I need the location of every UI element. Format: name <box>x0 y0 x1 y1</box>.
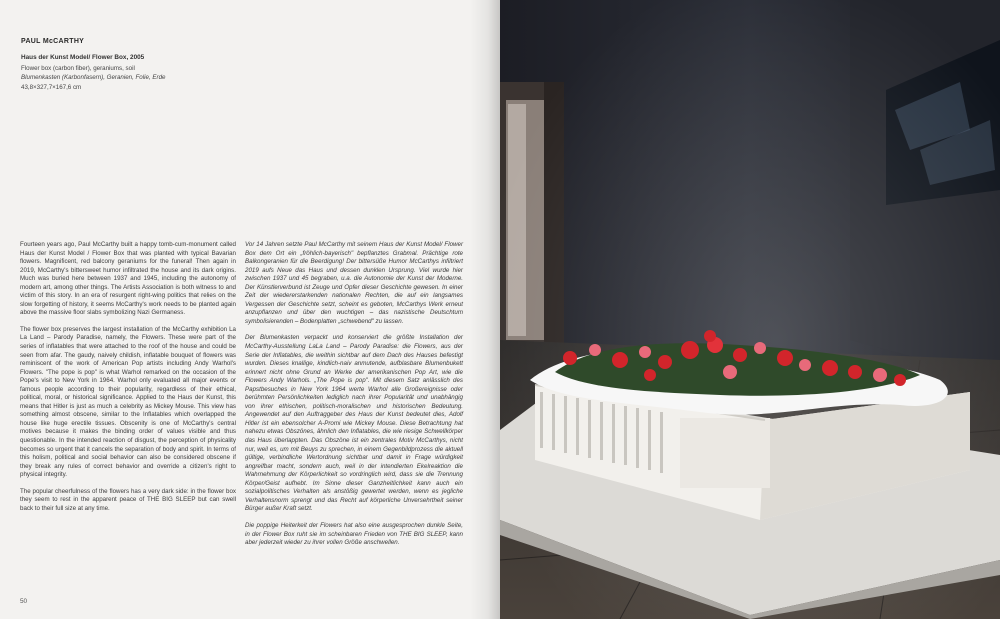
materials-en: Flower box (carbon fiber), geraniums, soil <box>21 65 135 72</box>
german-paragraph: Die poppige Heiterkeit der Flowers hat also eine ausgesprochen dunkle Seite, in der Flower Box ruht sie im scheinbaren Frieden von THE BIG SLEEP, kann aber jederzeit wieder zu ihrer vollen Größe anschwellen. <box>245 521 463 547</box>
german-paragraph: Vor 14 Jahren setzte Paul McCarthy mit seinem Haus der Kunst Model/ Flower Box dem Ort ein „fröhlich-bayerisch" bepflanztes Grabmal. Prächtige rote Balkongeranien für die Beerdigung! Der bittersüße Humor McCarthys infiltriert 2019 aufs Neue das Haus und dessen dunklen Ursprung. Viel wurde hier zwischen 1937 und 45 begraben, u.a. die Autonomie der Kunst der Moderne. Der Künstlerverbund ist Zeuge und Opfer dieser Geschichte gewesen. In einer Zeit der wiedererstarkenden nationalen Rechten, die auf ein langsames Vergessen der Geschichte setzt, scheint es geboten, McCarthys Werk erneut anzupflanzen und über den wuchtigen – das nazistische Deutschtum symbolisierenden – Bodenplatten „schwebend" zu lassen. <box>245 241 463 325</box>
english-text-column <box>20 241 236 521</box>
english-paragraph: Fourteen years ago, Paul McCarthy built a happy tomb-cum-monument called Haus der Kunst Model / Flower Box that was planted with typical Bavarian flowers. Magnificent, red balcony geraniums for the funeral! Then again in 2019, McCarthy's bittersweet humor infiltrated the house and its dark origins. Much was buried here between 1937 and 1945, including the autonomy of modern art, among other things. The Artists Association is both witness to and victim of this story. In an era of resurgent right-wing politics that relies on the slow forgetting of history, it seems McCarthy's work needs to be planted again above the massive floor slabs symbolizing Nazi Germaness. <box>20 241 236 317</box>
german-paragraph: Der Blumenkasten verpackt und konserviert die größte Installation der McCarthy-Ausstellung LaLa Land – Parody Paradise: die Flowers, aus der Serie der Inflatables, die weithin sichtbar auf dem Dach des Hauses befestigt wurden. Dieses knallige, kindlich-naiv anmutende, aufblasbare Blumenbukett erinnert nicht ohne Grund an Werke der amerikanischen Pop Art, wie die Flowers Andy Warhols. „The Pope is pop". Mit diesem Satz anlässlich des Papstbesuches in New York 1964 werte Warhol alle Großereignisse oder berühmten Persönlichkeiten lediglich nach ihrer Popularität und unabhängig von ihrer ethischen, politisch-moralischen und historischen Bedeutung. Angewendet auf den Auftraggeber des Haus der Kunst bedeutet dies, Adolf Hitler ist ein ebensolcher A-Promi wie Mickey Mouse. Diese Betrachtung hat nahezu etwas Obszönes, ähnlich den Inflatables, die wie riesige Schwellkörper das Haus überlappten. Das Obszöne ist ein zentrales Motiv McCarthys, nicht nur, weil es, um mit Beuys zu sprechen, in einem Gegenbildprozess die aktuell gültige, verbindliche Wertordnung sichtbar und damit in Frage würdigkeit angreifbar macht, sondern auch, weil in der intendierten Ekelreaktion die Wahrnehmung der Körperlichkeit so vordringlich wird, dass sie die Trennung Körper/Geist aufhebt. Im Sinne dieser Ganzheitlichkeit kann auch ein sozialpolitisches Verhalten als anstößig gewertet werden, wenn es jegliche Verhaltensnorm sprengt und das Recht auf körperliche Unversehrtheit seiner Bürger außer Kraft setzt. <box>245 334 463 513</box>
installation-photo-image <box>500 0 1000 619</box>
german-text-column <box>245 241 463 556</box>
english-paragraph: The popular cheerfulness of the flowers has a very dark side: in the flower box they seem to rest in the apparent peace of THE BIG SLEEP but can swell back to their full size at any time. <box>20 487 236 512</box>
installation-photograph <box>500 0 1000 619</box>
dimensions: 43,8×327,7×167,6 cm <box>21 84 82 91</box>
work-title: Haus der Kunst Model/ Flower Box, 2005 <box>21 54 145 61</box>
materials-de: Blumenkasten (Karbonfasern), Geranien, Folie, Erde <box>21 74 166 81</box>
english-paragraph: The flower box preserves the largest installation of the McCarthy exhibition La La Land – Parody Paradise, namely, the Flowers. These were part of the series of inflatables that were attached to the roof of the house and could be seen from afar. The gaudy, naively childish, inflatable bouquet of flowers was reminiscent of the work of American Pop artists including Andy Warhol's Flowers. "The pope is pop" is what Warhol remarked on the occasion of the Pope's visit to New York in 1964. Warhol only evaluated all major events or famous people according to their popularity, regardless of their ethical, political, moral, or historical significance. Applied to the Haus der Kunst, this means that Hitler is just as much a celebrity as Mickey Mouse. This view has something almost obscene, similar to the Inflatables which overlapped the house like huge erectile tissues. Obscenity is one of McCarthy's central motives because it makes the binding order of values visible and thus questionable. In the intended reaction of disgust, the perception of physicality becomes so urgent that it cancels the separation of body and spirit. In terms of this holism, political and social behavior can also be considered obscene if they break any rules of correct behavior and override a citizen's right to physical integrity. <box>20 325 236 479</box>
artist-name: PAUL McCARTHY <box>21 38 85 45</box>
artwork-caption <box>21 38 321 91</box>
gutter-shadow <box>470 0 500 619</box>
page-number: 50 <box>20 598 28 605</box>
